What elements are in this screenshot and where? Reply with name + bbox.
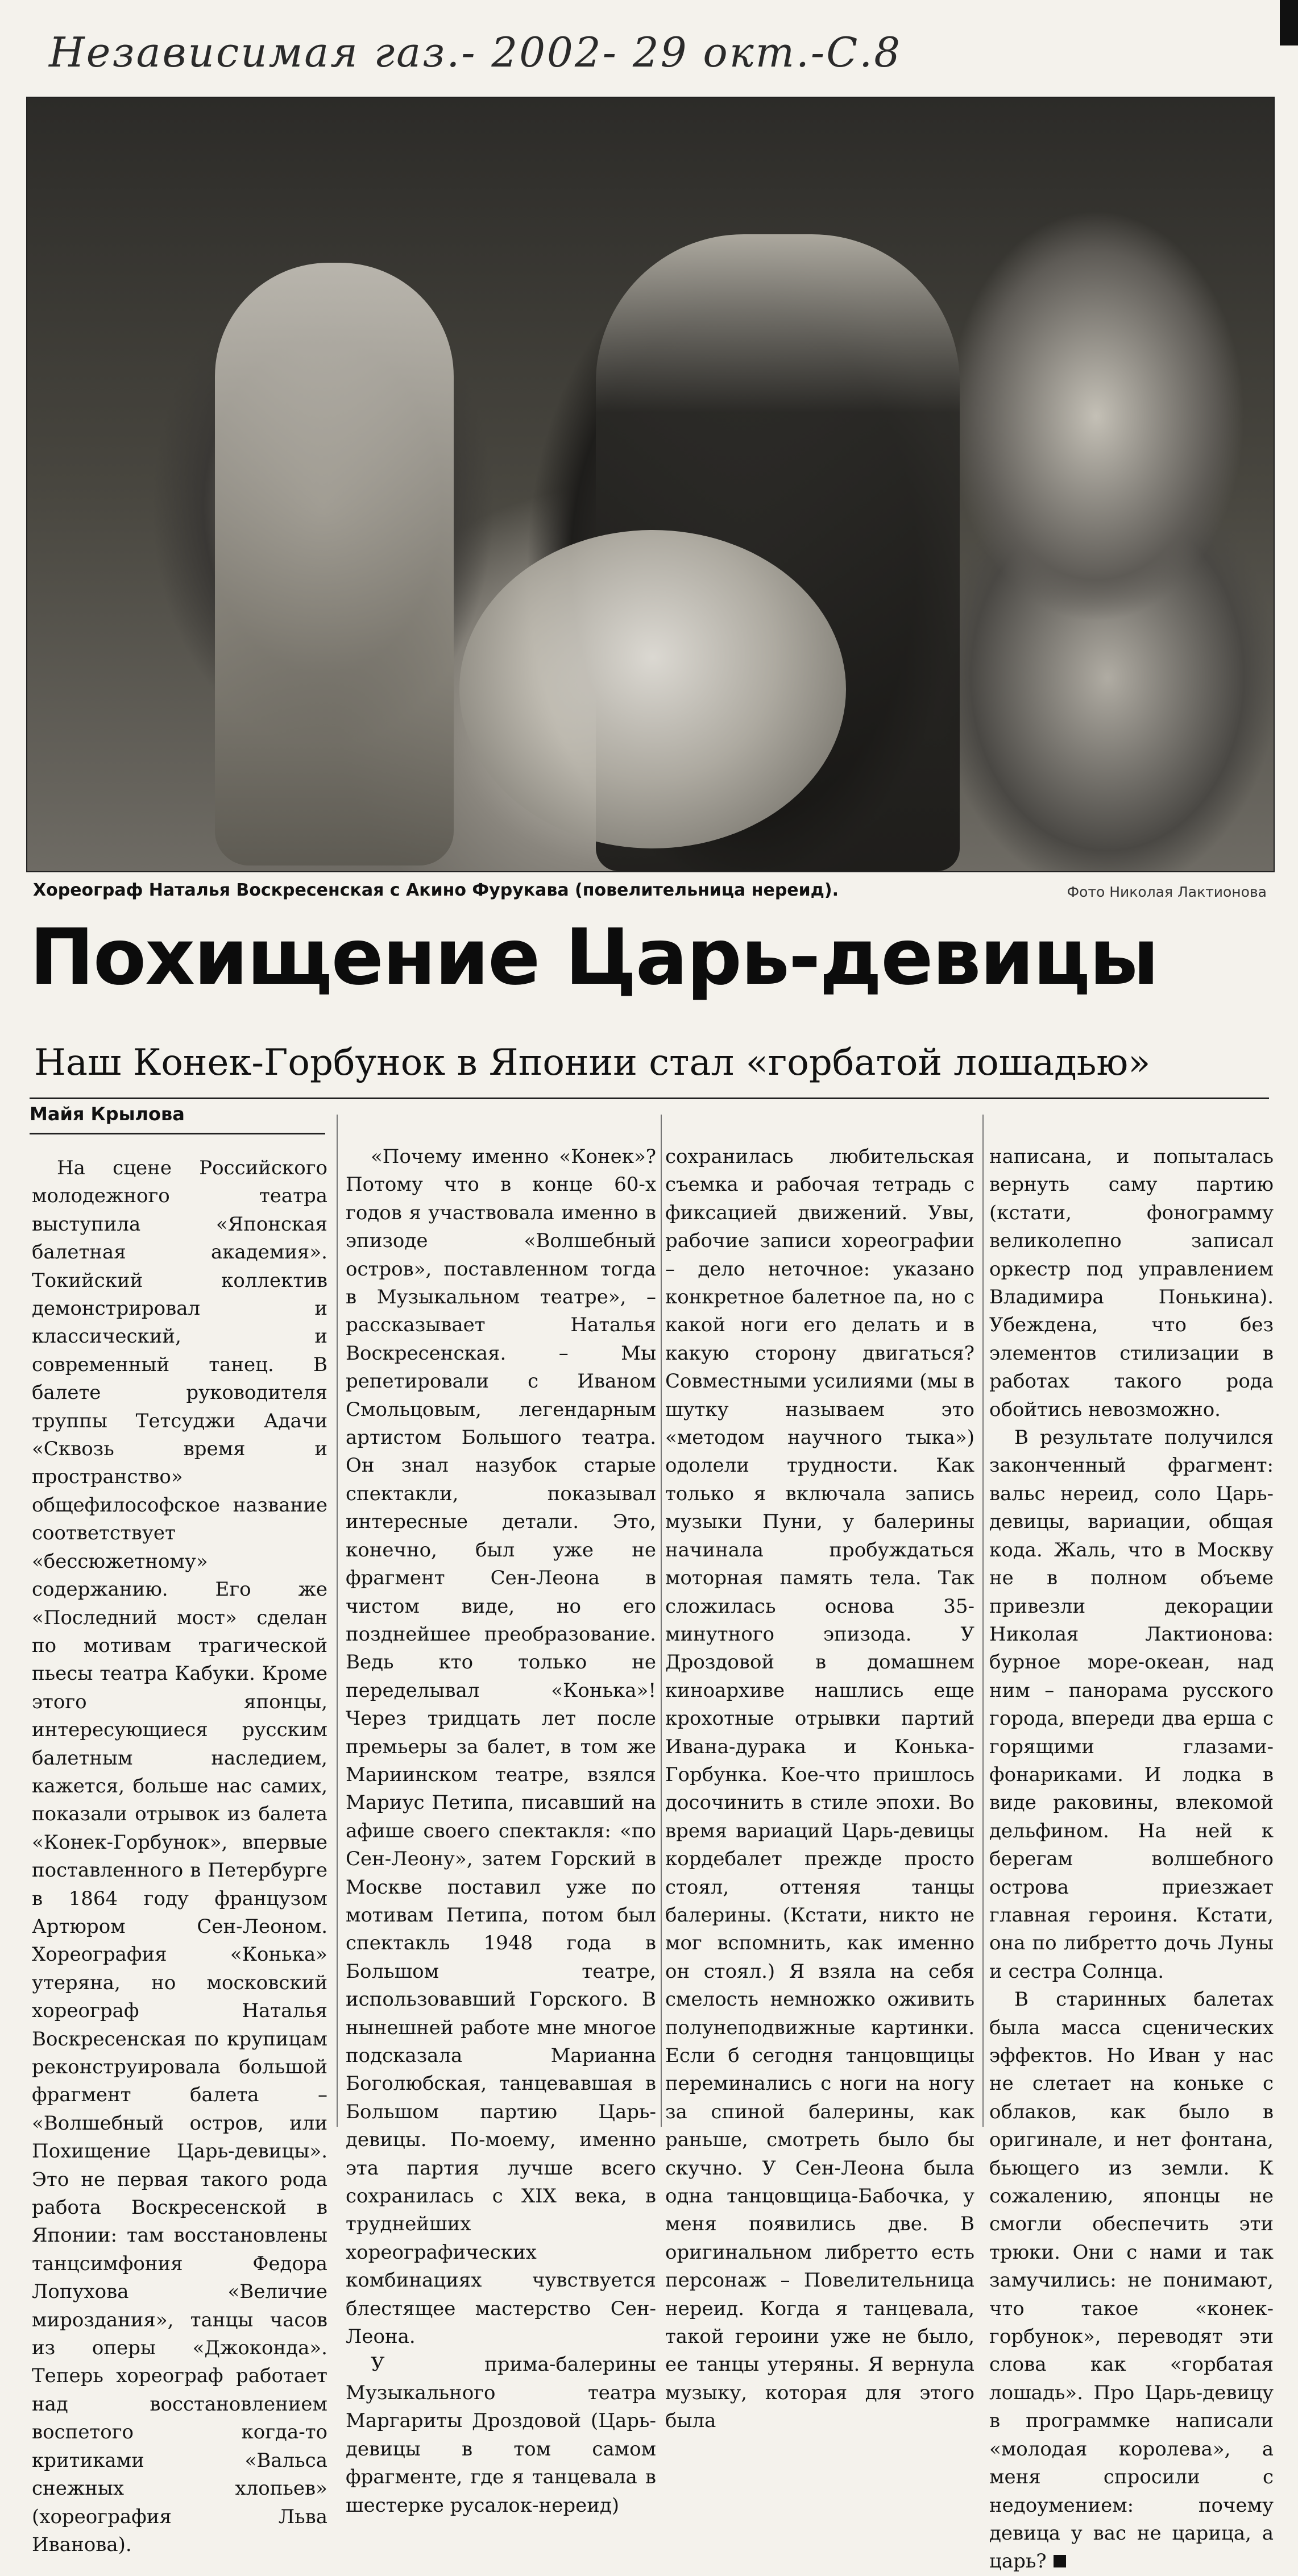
paragraph: сохранилась любительская съемка и рабочая тетрадь с фиксацией движений. Увы, рабочие записи хореографии – дело неточное: указано конкретное балетное па, но с какой ноги его делать и в какую сторону двигаться? Совместными усилиями (мы в шутку называем это «методом научного тыка») одолели трудности. Как только я включала запись музыки Пуни, у балерины начинала пробуждаться моторная память тела. Так сложилась основа 35-минутного эпизода. У Дроздовой в домашнем киноархиве нашлись еще крохотные отрывки партий Ивана-дурака и Конька-Горбунка. Кое-что пришлось досочинить в стиле эпохи. Во время вариаций Царь-девицы кордебалет прежде просто стоял, оттеняя танцы балерины. (Кстати, никто не мог вспомнить, как именно он стоял.) Я взяла на себя смелость немножко оживить полунеподвижные картинки. Если б сегодня танцовщицы переминались с ноги на ногу за спиной балерины, как раньше, смотреть было бы скучно. У Сен-Леона была одна танцовщица-Бабочка, у меня появились две. В оригинальном либретто есть персонаж – Повелительница нереид. Когда я танцевала, такой героини уже не было, ее танцы утеряны. Я вернула музыку, которая для этого была [665, 1145, 974, 2433]
paragraph: написана, и попыталась вернуть саму партию (кстати, фонограмму великолепно записал оркестр под управлением Владимира Понькина). Убеждена, что без элементов стилизации в работах такого рода обойтись невозможно. [989, 1145, 1274, 1421]
article-column-2 [346, 1143, 656, 2517]
column-divider [661, 1115, 662, 2127]
dancer-figure [215, 263, 454, 865]
article-headline: Похищение Царь-девицы [30, 913, 1158, 1003]
paragraph-last [989, 1986, 1274, 2576]
column-divider [337, 1115, 338, 2127]
photo-caption-text: Хореограф Наталья Воскресенская с Акино Фурукава (повелительница нереид). [33, 880, 839, 900]
end-of-article-mark [1054, 2555, 1066, 2567]
paragraph: «Почему именно «Конек»? Потому что в конце 60-х годов я участвовала именно в эпизоде «Волшебный остров», поставленном тогда в Музыкальном театре», – рассказывает Наталья Воскресенская. – Мы репетировали с Иваном Смольцовым, легендарным артистом Большого театра. Он знал назубок старые спектакли, показывал интересные детали. Это, конечно, был уже не фрагмент Сен-Леона в чистом виде, но его позднейшее преобразование. Ведь кто только не переделывал «Конька»! Через тридцать лет после премьеры за балет, в том же Мариинском театре, взялся Мариус Петипа, писавший на афише своего спектакля: «по Сен-Леону», затем Горский в Москве поставил уже по мотивам Петипа, потом был спектакль 1948 года в Большом театре, использовавший Горского. В нынешней работе мне многое подсказала Марианна Боголюбская, танцевавшая в Большом партию Царь-девицы. По-моему, именно эта партия лучше всего сохранилась с XIX века, в труднейших хореографических комбинациях чувствуется блестящее мастерство Сен-Леона. [346, 1145, 656, 2349]
flower-bouquet [459, 530, 846, 848]
photo-credit: Фото Николая Лактионова [1067, 884, 1267, 900]
paragraph: На сцене Российского молодежного театра выступила «Японская балетная академия». Токийский коллектив демонстрировал и классический, и современный танец. В балете руководителя труппы Тетсуджи Адачи «Сквозь время и пространство» общефилософское название соответствует «бессюжетному» содержанию. Его же «Последний мост» сделан по мотивам трагической пьесы театра Кабуки. Кроме этого японцы, интересующиеся русским балетным наследием, кажется, больше нас самих, показали отрывок из балета «Конек-Горбунок», впервые поставленного в Петербурге в 1864 году французом Артюром Сен-Леоном. Хореография «Конька» утеряна, но московский хореограф Наталья Воскресенская по крупицам реконструировала большой фрагмент балета – «Волшебный остров, или Похищение Царь-девицы». Это не первая такого рода работа Воскресенской в Японии: там восстановлены танцсимфония Федора Лопухова «Величие мироздания», танцы часов из оперы «Джоконда». Теперь хореограф работает над восстановлением воспетого когда-то критиками «Вальса снежных хлопьев» (хореография Льва Иванова). [32, 1157, 327, 2556]
column-divider [982, 1115, 984, 2127]
article-photo [26, 97, 1275, 872]
article-subtitle: Наш Конек-Горбунок в Японии стал «горбатой лошадью» [34, 1042, 1151, 1084]
handwritten-source-note: Независимая газ.- 2002- 29 окт.-С.8 [49, 28, 902, 76]
photo-caption [33, 880, 1267, 909]
article-column-3 [665, 1143, 974, 2433]
byline-rule [30, 1133, 325, 1134]
article-column-4 [989, 1143, 1274, 2573]
paragraph: В результате получился законченный фрагмент: вальс нереид, соло Царь-девицы, вариации, общая кода. Жаль, что в Москву не в полном объеме привезли декорации Николая Лактионова: бурное море-океан, над ним – панорама русского города, впереди два ерша с горящими глазами-фонариками. И лодка в виде раковины, влекомой дельфином. На ней к берегам волшебного острова приезжает главная героиня. Кстати, она по либретто дочь Луны и сестра Солнца. [989, 1426, 1274, 1983]
subtitle-rule [30, 1098, 1269, 1099]
paragraph: У прима-балерины Музыкального театра Маргариты Дроздовой (Царь-девицы в том самом фрагменте, где я танцевала в шестерке русалок-нереид) [346, 2353, 656, 2517]
paragraph-text: В старинных балетах была масса сценических эффектов. Но Иван у нас не слетает на коньке с облаков, как было в оригинале, и нет фонтана, бьющего из земли. К сожалению, японцы не смогли обеспечить эти трюки. Они с нами и так замучились: не понимают, что такое «конек-горбунок», переводят эти слова как «горбатая лошадь». Про Царь-девицу в программке написали «молодая королева», а меня спросили с недоумением: почему девица у вас не царица, а царь? [989, 1988, 1274, 2573]
article-column-1 [32, 1154, 327, 2556]
author-byline: Майя Крылова [30, 1103, 185, 1125]
scan-edge-mark [1280, 0, 1298, 45]
